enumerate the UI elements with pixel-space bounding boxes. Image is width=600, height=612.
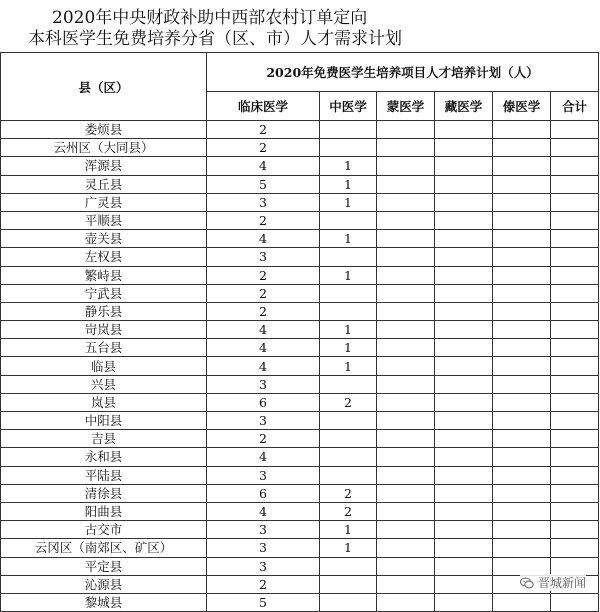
watermark-text: 晋城新闻 xyxy=(537,576,586,590)
total-cell xyxy=(551,484,599,502)
tibetan-cell xyxy=(435,412,493,430)
tcm-cell xyxy=(320,302,377,320)
total-cell xyxy=(551,375,599,393)
mongolian-cell xyxy=(377,321,435,339)
dai-cell xyxy=(493,266,551,284)
wechat-icon xyxy=(520,577,534,589)
tcm-cell xyxy=(320,248,377,266)
county-cell: 临县 xyxy=(1,357,207,375)
total-cell xyxy=(551,302,599,320)
county-column-header: 县（区） xyxy=(1,53,207,121)
county-cell: 古交市 xyxy=(1,521,207,539)
tibetan-cell xyxy=(435,557,493,575)
clinical-cell: 3 xyxy=(207,539,320,557)
county-cell: 壶关县 xyxy=(1,230,207,248)
tibetan-cell xyxy=(435,139,493,157)
total-cell xyxy=(551,412,599,430)
table-row xyxy=(1,211,599,229)
county-cell: 沁源县 xyxy=(1,575,207,593)
table-row xyxy=(1,502,599,520)
tibetan-cell xyxy=(435,302,493,320)
total-cell xyxy=(551,321,599,339)
col-tibetan-medicine: 藏医学 xyxy=(435,92,493,121)
clinical-cell: 3 xyxy=(207,557,320,575)
table-row xyxy=(1,412,599,430)
tibetan-cell xyxy=(435,339,493,357)
mongolian-cell xyxy=(377,557,435,575)
tcm-cell xyxy=(320,430,377,448)
mongolian-cell xyxy=(377,448,435,466)
tibetan-cell xyxy=(435,357,493,375)
tibetan-cell xyxy=(435,484,493,502)
total-cell xyxy=(551,393,599,411)
tcm-cell xyxy=(320,211,377,229)
county-cell: 平陆县 xyxy=(1,466,207,484)
table-row xyxy=(1,484,599,502)
dai-cell xyxy=(493,357,551,375)
title-line-2: 本科医学生免费培养分省（区、市）人才需求计划 xyxy=(28,29,402,49)
mongolian-cell xyxy=(377,211,435,229)
tibetan-cell xyxy=(435,375,493,393)
table-row xyxy=(1,302,599,320)
county-cell: 静乐县 xyxy=(1,302,207,320)
tcm-cell xyxy=(320,466,377,484)
county-cell: 永和县 xyxy=(1,448,207,466)
table-row xyxy=(1,157,599,175)
dai-cell xyxy=(493,321,551,339)
clinical-cell: 5 xyxy=(207,175,320,193)
clinical-cell: 4 xyxy=(207,448,320,466)
tcm-cell: 1 xyxy=(320,175,377,193)
col-dai-medicine: 傣医学 xyxy=(493,92,551,121)
tcm-cell xyxy=(320,448,377,466)
tcm-cell: 1 xyxy=(320,266,377,284)
mongolian-cell xyxy=(377,339,435,357)
mongolian-cell xyxy=(377,539,435,557)
county-cell: 中阳县 xyxy=(1,412,207,430)
clinical-cell: 3 xyxy=(207,248,320,266)
tibetan-cell xyxy=(435,266,493,284)
table-row xyxy=(1,230,599,248)
tcm-cell: 2 xyxy=(320,484,377,502)
county-cell: 浑源县 xyxy=(1,157,207,175)
mongolian-cell xyxy=(377,593,435,611)
county-cell: 吉县 xyxy=(1,430,207,448)
dai-cell xyxy=(493,284,551,302)
total-cell xyxy=(551,466,599,484)
total-cell xyxy=(551,593,599,611)
clinical-cell: 4 xyxy=(207,321,320,339)
dai-cell xyxy=(493,448,551,466)
county-cell: 灵丘县 xyxy=(1,175,207,193)
mongolian-cell xyxy=(377,284,435,302)
tibetan-cell xyxy=(435,539,493,557)
table-row xyxy=(1,557,599,575)
mongolian-cell xyxy=(377,375,435,393)
clinical-cell: 5 xyxy=(207,593,320,611)
tibetan-cell xyxy=(435,175,493,193)
county-cell: 五台县 xyxy=(1,339,207,357)
total-cell xyxy=(551,557,599,575)
clinical-cell: 2 xyxy=(207,266,320,284)
total-cell xyxy=(551,339,599,357)
clinical-cell: 3 xyxy=(207,375,320,393)
table-row xyxy=(1,175,599,193)
tibetan-cell xyxy=(435,575,493,593)
mongolian-cell xyxy=(377,430,435,448)
clinical-cell: 2 xyxy=(207,121,320,139)
total-cell xyxy=(551,211,599,229)
table-row xyxy=(1,393,599,411)
dai-cell xyxy=(493,539,551,557)
total-cell xyxy=(551,357,599,375)
total-cell xyxy=(551,502,599,520)
clinical-cell: 4 xyxy=(207,339,320,357)
tcm-cell xyxy=(320,121,377,139)
table-row xyxy=(1,266,599,284)
total-cell xyxy=(551,121,599,139)
clinical-cell: 2 xyxy=(207,575,320,593)
county-cell: 岢岚县 xyxy=(1,321,207,339)
dai-cell xyxy=(493,430,551,448)
table-row xyxy=(1,521,599,539)
dai-cell xyxy=(493,521,551,539)
tibetan-cell xyxy=(435,466,493,484)
table-row xyxy=(1,339,599,357)
clinical-cell: 4 xyxy=(207,357,320,375)
tcm-cell xyxy=(320,139,377,157)
tcm-cell: 1 xyxy=(320,321,377,339)
dai-cell xyxy=(493,466,551,484)
plan-header: 2020年免费医学生培养项目人才培养计划（人） xyxy=(207,53,599,92)
total-cell xyxy=(551,539,599,557)
tcm-cell: 1 xyxy=(320,157,377,175)
mongolian-cell xyxy=(377,412,435,430)
total-cell xyxy=(551,448,599,466)
dai-cell xyxy=(493,193,551,211)
table-row xyxy=(1,193,599,211)
total-cell xyxy=(551,193,599,211)
mongolian-cell xyxy=(377,302,435,320)
tibetan-cell xyxy=(435,193,493,211)
county-cell: 兴县 xyxy=(1,375,207,393)
tibetan-cell xyxy=(435,121,493,139)
clinical-cell: 4 xyxy=(207,502,320,520)
county-cell: 黎城县 xyxy=(1,593,207,611)
county-cell: 宁武县 xyxy=(1,284,207,302)
county-cell: 云冈区（南郊区、矿区） xyxy=(1,539,207,557)
total-cell xyxy=(551,139,599,157)
table-row xyxy=(1,466,599,484)
county-cell: 左权县 xyxy=(1,248,207,266)
mongolian-cell xyxy=(377,248,435,266)
tcm-cell: 1 xyxy=(320,357,377,375)
col-mongolian-medicine: 蒙医学 xyxy=(377,92,435,121)
col-total: 合计 xyxy=(551,92,599,121)
table-row xyxy=(1,448,599,466)
clinical-cell: 4 xyxy=(207,230,320,248)
table-row xyxy=(1,593,599,611)
mongolian-cell xyxy=(377,357,435,375)
dai-cell xyxy=(493,393,551,411)
tcm-cell xyxy=(320,575,377,593)
clinical-cell: 3 xyxy=(207,193,320,211)
tcm-cell: 2 xyxy=(320,393,377,411)
mongolian-cell xyxy=(377,466,435,484)
tibetan-cell xyxy=(435,211,493,229)
dai-cell xyxy=(493,175,551,193)
clinical-cell: 6 xyxy=(207,484,320,502)
tibetan-cell xyxy=(435,430,493,448)
clinical-cell: 2 xyxy=(207,139,320,157)
tcm-cell: 1 xyxy=(320,521,377,539)
clinical-cell: 2 xyxy=(207,284,320,302)
mongolian-cell xyxy=(377,521,435,539)
mongolian-cell xyxy=(377,157,435,175)
county-cell: 平定县 xyxy=(1,557,207,575)
dai-cell xyxy=(493,139,551,157)
clinical-cell: 4 xyxy=(207,157,320,175)
mongolian-cell xyxy=(377,393,435,411)
mongolian-cell xyxy=(377,139,435,157)
tcm-cell: 1 xyxy=(320,230,377,248)
county-cell: 云州区（大同县） xyxy=(1,139,207,157)
watermark xyxy=(520,574,586,591)
dai-cell xyxy=(493,502,551,520)
county-cell: 娄烦县 xyxy=(1,121,207,139)
col-tcm: 中医学 xyxy=(320,92,377,121)
mongolian-cell xyxy=(377,121,435,139)
clinical-cell: 3 xyxy=(207,521,320,539)
table-row xyxy=(1,121,599,139)
dai-cell xyxy=(493,484,551,502)
dai-cell xyxy=(493,557,551,575)
total-cell xyxy=(551,521,599,539)
tcm-cell: 2 xyxy=(320,502,377,520)
total-cell xyxy=(551,430,599,448)
table-row xyxy=(1,321,599,339)
table-row xyxy=(1,139,599,157)
clinical-cell: 6 xyxy=(207,393,320,411)
dai-cell xyxy=(493,375,551,393)
col-clinical: 临床医学 xyxy=(207,92,320,121)
clinical-cell: 3 xyxy=(207,412,320,430)
dai-cell xyxy=(493,339,551,357)
total-cell xyxy=(551,248,599,266)
tibetan-cell xyxy=(435,593,493,611)
table-row xyxy=(1,430,599,448)
table-row xyxy=(1,539,599,557)
tibetan-cell xyxy=(435,521,493,539)
dai-cell xyxy=(493,412,551,430)
tcm-cell xyxy=(320,412,377,430)
total-cell xyxy=(551,230,599,248)
total-cell xyxy=(551,266,599,284)
dai-cell xyxy=(493,302,551,320)
clinical-cell: 2 xyxy=(207,211,320,229)
mongolian-cell xyxy=(377,484,435,502)
plan-table xyxy=(0,52,599,612)
mongolian-cell xyxy=(377,266,435,284)
mongolian-cell xyxy=(377,230,435,248)
tibetan-cell xyxy=(435,157,493,175)
tibetan-cell xyxy=(435,393,493,411)
mongolian-cell xyxy=(377,193,435,211)
mongolian-cell xyxy=(377,175,435,193)
dai-cell xyxy=(493,211,551,229)
total-cell xyxy=(551,175,599,193)
county-cell: 岚县 xyxy=(1,393,207,411)
tcm-cell xyxy=(320,557,377,575)
table-row xyxy=(1,284,599,302)
dai-cell xyxy=(493,157,551,175)
county-cell: 阳曲县 xyxy=(1,502,207,520)
tibetan-cell xyxy=(435,502,493,520)
table-row xyxy=(1,248,599,266)
total-cell xyxy=(551,284,599,302)
tcm-cell: 1 xyxy=(320,193,377,211)
table-row xyxy=(1,357,599,375)
clinical-cell: 2 xyxy=(207,302,320,320)
dai-cell xyxy=(493,230,551,248)
tcm-cell: 1 xyxy=(320,339,377,357)
tcm-cell xyxy=(320,375,377,393)
tcm-cell xyxy=(320,593,377,611)
clinical-cell: 2 xyxy=(207,430,320,448)
mongolian-cell xyxy=(377,575,435,593)
dai-cell xyxy=(493,121,551,139)
county-cell: 广灵县 xyxy=(1,193,207,211)
county-cell: 清徐县 xyxy=(1,484,207,502)
tibetan-cell xyxy=(435,448,493,466)
tibetan-cell xyxy=(435,248,493,266)
clinical-cell: 3 xyxy=(207,466,320,484)
tcm-cell xyxy=(320,284,377,302)
mongolian-cell xyxy=(377,502,435,520)
total-cell xyxy=(551,157,599,175)
dai-cell xyxy=(493,248,551,266)
tcm-cell: 1 xyxy=(320,539,377,557)
county-cell: 平顺县 xyxy=(1,211,207,229)
tibetan-cell xyxy=(435,230,493,248)
tibetan-cell xyxy=(435,284,493,302)
tibetan-cell xyxy=(435,321,493,339)
dai-cell xyxy=(493,593,551,611)
title-line-1: 2020年中央财政补助中西部农村订单定向 xyxy=(52,8,368,28)
county-cell: 繁峙县 xyxy=(1,266,207,284)
table-row xyxy=(1,575,599,593)
table-row xyxy=(1,375,599,393)
